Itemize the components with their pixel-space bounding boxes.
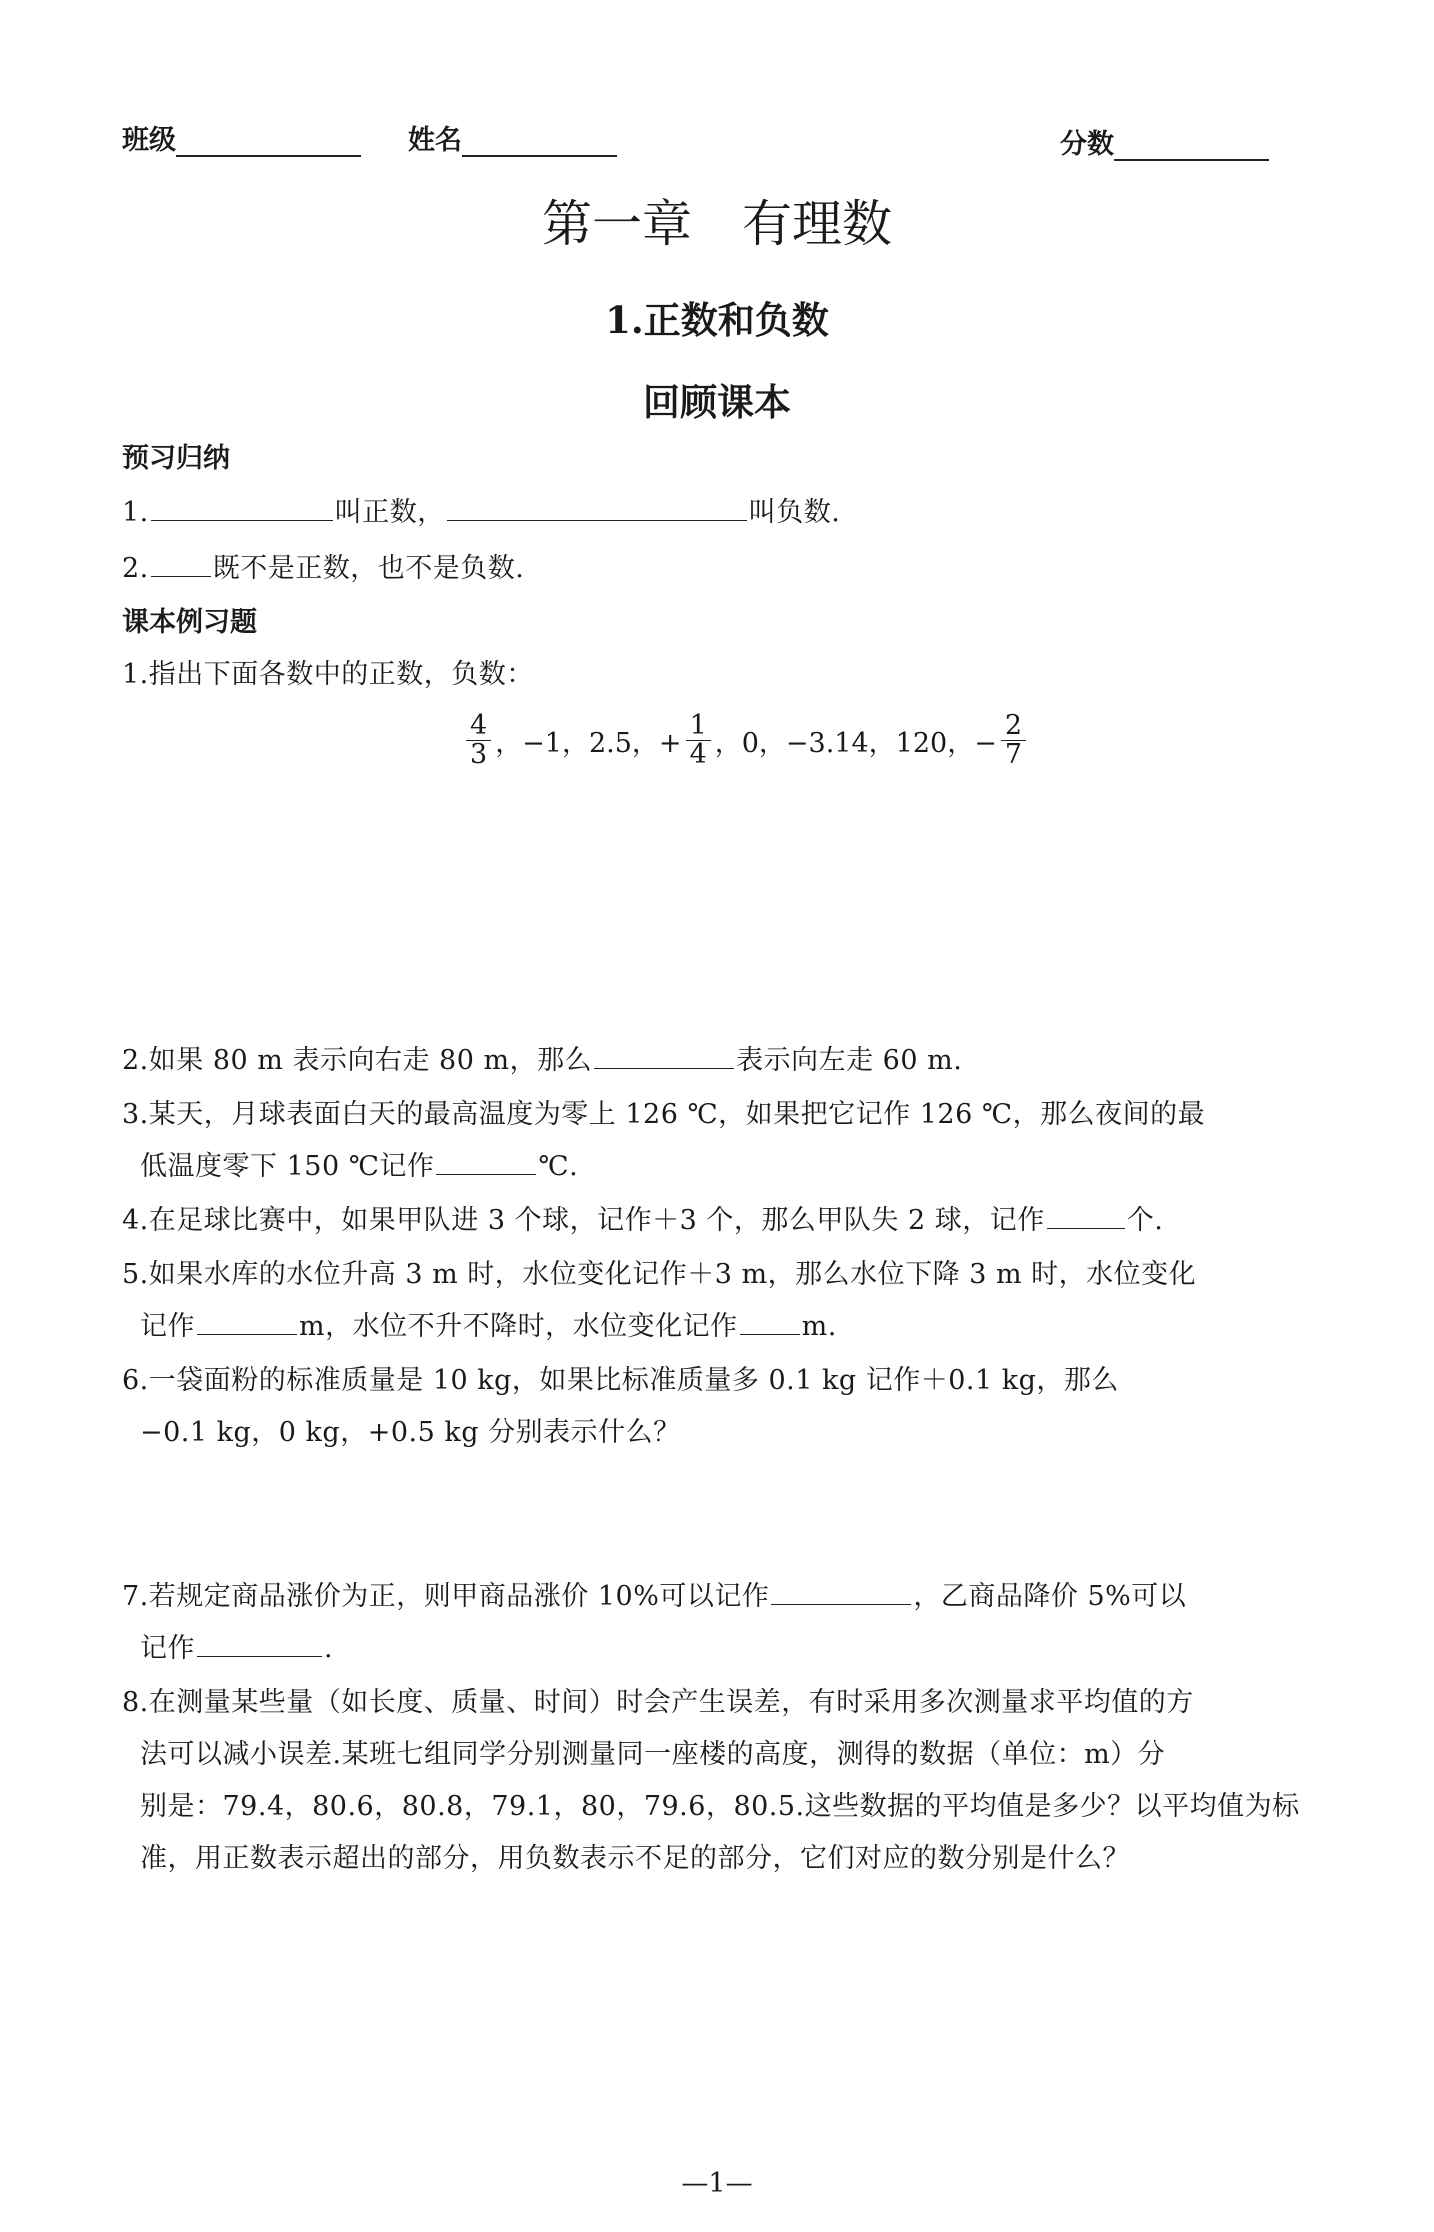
question-3-line-1: 3.某天，月球表面白天的最高温度为零上 126 ℃，如果把它记作 126 ℃，那么夜间的最 bbox=[122, 1099, 1206, 1130]
name-field bbox=[408, 118, 617, 157]
answer-blank[interactable] bbox=[1047, 1202, 1125, 1229]
preview-item-1: 1. 叫正数， 叫负数. bbox=[122, 490, 840, 529]
question-7-line-2: 记作 . bbox=[140, 1626, 333, 1665]
answer-blank[interactable] bbox=[594, 1042, 734, 1069]
fraction: $\frac{2}{7}$ bbox=[1001, 712, 1026, 770]
class-field bbox=[122, 118, 361, 157]
preview-heading: 预习归纳 bbox=[122, 443, 230, 474]
question-6-line-2: −0.1 kg，0 kg，+0.5 kg 分别表示什么？ bbox=[140, 1417, 681, 1448]
answer-blank[interactable] bbox=[197, 1308, 297, 1335]
answer-blank[interactable] bbox=[151, 550, 211, 577]
question-3-line-2: 低温度零下 150 ℃记作 ℃. bbox=[140, 1144, 578, 1183]
question-5-line-1: 5.如果水库的水位升高 3 m 时，水位变化记作＋3 m，那么水位下降 3 m 时，水位变化 bbox=[122, 1259, 1197, 1290]
answer-blank[interactable] bbox=[197, 1630, 322, 1657]
answer-blank[interactable] bbox=[151, 494, 333, 521]
answer-blank[interactable] bbox=[436, 1148, 536, 1175]
question-8-line-1: 8.在测量某些量（如长度、质量、时间）时会产生误差，有时采用多次测量求平均值的方 bbox=[122, 1687, 1194, 1718]
review-title: 回顾课本 bbox=[643, 381, 791, 424]
answer-blank[interactable] bbox=[740, 1308, 800, 1335]
question-5-line-2: 记作 m，水位不升不降时，水位变化记作 m. bbox=[140, 1304, 837, 1343]
question-4: 4.在足球比赛中，如果甲队进 3 个球，记作＋3 个，那么甲队失 2 球，记作 个. bbox=[122, 1198, 1163, 1237]
class-blank[interactable] bbox=[176, 125, 361, 157]
section-title: 1.正数和负数 bbox=[605, 298, 829, 342]
answer-blank[interactable] bbox=[447, 494, 747, 521]
question-8-line-4: 准，用正数表示超出的部分，用负数表示不足的部分，它们对应的数分别是什么？ bbox=[140, 1843, 1130, 1874]
page-number: —1— bbox=[681, 2168, 753, 2199]
fraction: $\frac{1}{4}$ bbox=[686, 712, 711, 770]
question-1: 1.指出下面各数中的正数，负数： bbox=[122, 659, 534, 690]
score-label: 分数 bbox=[1060, 129, 1114, 160]
question-7-line-1: 7.若规定商品涨价为正，则甲商品涨价 10%可以记作 ，乙商品降价 5%可以 bbox=[122, 1574, 1186, 1613]
name-blank[interactable] bbox=[462, 125, 617, 157]
question-8-line-2: 法可以减小误差.某班七组同学分别测量同一座楼的高度，测得的数据（单位：m）分 bbox=[140, 1739, 1166, 1770]
fraction: $\frac{4}{3}$ bbox=[466, 712, 491, 770]
class-label: 班级 bbox=[122, 125, 176, 156]
score-blank[interactable] bbox=[1114, 129, 1269, 161]
question-8-line-3: 别是：79.4，80.6，80.8，79.1，80，79.6，80.5.这些数据的平均值是多少？以平均值为标 bbox=[140, 1791, 1300, 1822]
answer-blank[interactable] bbox=[771, 1578, 911, 1605]
examples-heading: 课本例习题 bbox=[122, 607, 257, 638]
question-6-line-1: 6.一袋面粉的标准质量是 10 kg，如果比标准质量多 0.1 kg 记作＋0.1 kg，那么 bbox=[122, 1365, 1119, 1396]
question-2: 2.如果 80 m 表示向右走 80 m，那么 表示向左走 60 m. bbox=[122, 1038, 962, 1077]
preview-item-2: 2. 既不是正数，也不是负数. bbox=[122, 546, 524, 585]
chapter-title: 第一章 有理数 bbox=[542, 195, 892, 253]
name-label: 姓名 bbox=[408, 125, 462, 156]
number-list: $\frac{4}{3}$ ，−1，2.5，+ $\frac{1}{4}$ ，0，−3.14，120，− $\frac{2}{7}$ bbox=[462, 712, 1030, 770]
score-field bbox=[1060, 122, 1269, 161]
